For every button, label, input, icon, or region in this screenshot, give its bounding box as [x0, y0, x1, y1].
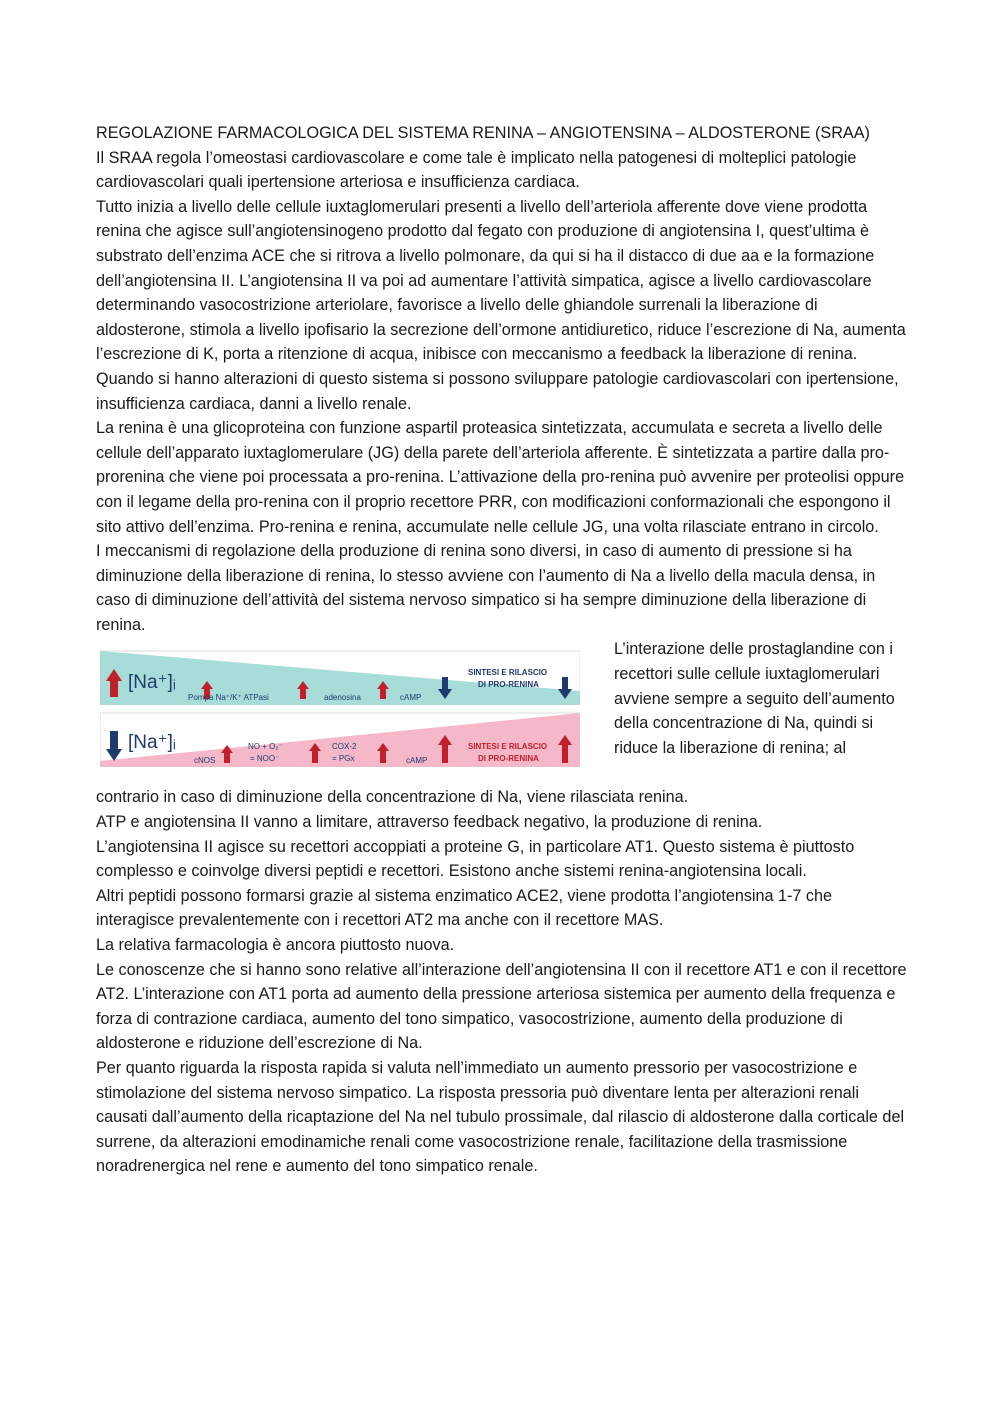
paragraph: La renina è una glicoproteina con funzione aspartil proteasica sintetizzata, accumulata e secreta a livello delle cellule dell’apparato iuxtaglomerulare (JG) della parete dell’arteriola afferente. È sintetizzata a partire dalla pro-prorenina che viene poi processata a pro-renina. L’attivazione della pro-renina può avvenire per proteolisi oppure con il legame della pro-renina con il proprio recettore PRR, con modificazioni conformazionali che espongono il sito attivo dell’enzima. Pro-renina e renina, accumulate nelle cellule JG, una volta rilasciate entrano in circolo.	[96, 419, 905, 536]
document-title: REGOLAZIONE FARMACOLOGICA DEL SISTEMA RENINA – ANGIOTENSINA – ALDOSTERONE (SRAA)	[96, 124, 870, 142]
paragraph: Altri peptidi possono formarsi grazie al sistema enzimatico ACE2, viene prodotta l’angiotensina 1-7 che interagisce prevalentemente con i recettori AT2 ma anche con il recettore MAS.	[96, 886, 833, 930]
paragraph: I meccanismi di regolazione della produzione di renina sono diversi, in caso di aumento di pressione si ha diminuzione della liberazione di renina, lo stesso avviene con l’aumento di Na a livello della macula densa, in caso di diminuzione dell’attività del sistema nervoso simpatico si ha sempre diminuzione della liberazione di renina.	[96, 542, 876, 634]
cox-label-2: = PGx	[332, 754, 355, 764]
paragraph: Le conoscenze che si hanno sono relative all’interazione dell’angiotensina II con il recettore AT1 e con il recettore AT2. L’interazione con AT1 porta ad aumento della pressione arteriosa sistemica per aumento della frequenza e forza di contrazione cardiaca, aumento del tono simpatico, vasocostrizione, aumento della produzione di aldosterone e riduzione dell’escrezione di Na.	[96, 960, 907, 1053]
sodium-decrease-label: [Na⁺]ᵢ	[128, 732, 176, 754]
paragraph: Per quanto riguarda la risposta rapida si valuta nell’immediato un aumento pressorio per vasocostrizione e stimolazione del sistema nervoso simpatico. La risposta pressoria può diventare lenta per alterazioni renali causati dall’aumento della ricaptazione del Na nel tubulo prossimale, dal rilascio di aldosterone dalla corticale del surrene, da alterazioni emodinamiche renali come vasocostrizione renale, facilitazione della trasmissione noradrenergica nel rene e aumento del tono simpatico renale.	[96, 1059, 905, 1176]
paragraph: ATP e angiotensina II vanno a limitare, attraverso feedback negativo, la produzione di renina.	[96, 813, 763, 832]
cnos-label: cNOS	[194, 756, 216, 766]
camp-label-top: cAMP	[400, 693, 422, 703]
result-label-bottom-1: SINTESI E RILASCIO	[468, 742, 548, 752]
paragraph: Il SRAA regola l’omeostasi cardiovascolare e come tale è implicato nella patogenesi di molteplici patologie cardiovascolari quali ipertensione arteriosa e insufficienza cardiaca.	[96, 148, 857, 192]
renin-regulation-figure	[96, 641, 592, 769]
paragraph: Quando si hanno alterazioni di questo sistema si possono sviluppare patologie cardiovascolari con ipertensione, insufficienza cardiaca, danni a livello renale.	[96, 369, 899, 413]
paragraph: L’angiotensina II agisce su recettori accoppiati a proteine G, in particolare AT1. Questo sistema è piuttosto complesso e coinvolge diversi peptidi e recettori. Esistono anche sistemi renina-angiotensina locali.	[96, 837, 855, 881]
paragraph: Tutto inizia a livello delle cellule iuxtaglomerulari presenti a livello dell’arteriola afferente dove viene prodotta renina che agisce sull’angiotensinogeno prodotto dal fegato con produzione di angiotensina I, quest’ultima è substrato dell’enzima ACE che si ritrova a livello polmonare, da qui si ha il distacco di due aa e la formazione dell’angiotensina II. L’angiotensina II va poi ad aumentare l’attività simpatica, agisce a livello cardiovascolare determinando vasocostrizione arteriolare, favorisce a livello delle ghiandole surrenali la liberazione di aldosterone, stimola a livello ipofisario la secrezione dell’ormone antidiuretico, riduce l’escrezione di Na, aumenta l’escrezione di K, porta a ritenzione di acqua, inibisce con meccanismo a feedback la liberazione di renina.	[96, 197, 906, 364]
cox-label-1: COX-2	[332, 742, 357, 752]
paragraph-continuation: contrario in caso di diminuzione della concentrazione di Na, viene rilasciata renina.	[96, 788, 689, 807]
no-label-2: = NOO⁻	[250, 754, 280, 764]
document-body	[96, 121, 908, 1179]
no-label-1: NO + O₂⁻	[248, 742, 283, 752]
camp-label-bottom: cAMP	[406, 756, 428, 766]
side-paragraph: L’interazione delle prostaglandine con i recettori sulle cellule iuxtaglomerulari avviene sempre a seguito dell’aumento della concentrazione di Na, quindi si riduce la liberazione di renina; al	[614, 640, 895, 757]
result-label-bottom-2: DI PRO-RENINA	[478, 754, 539, 764]
adenosine-label: adenosina	[324, 693, 361, 703]
result-label-top-2: DI PRO-RENINA	[478, 680, 539, 690]
sodium-increase-label: [Na⁺]ᵢ	[128, 672, 176, 694]
paragraph: La relativa farmacologia è ancora piuttosto nuova.	[96, 936, 455, 955]
result-label-top-1: SINTESI E RILASCIO	[468, 668, 548, 678]
figure-block	[96, 637, 908, 785]
pump-label: Pompa Na⁺/K⁺ ATPasi	[188, 693, 269, 703]
arrow-down-icon	[106, 731, 122, 761]
